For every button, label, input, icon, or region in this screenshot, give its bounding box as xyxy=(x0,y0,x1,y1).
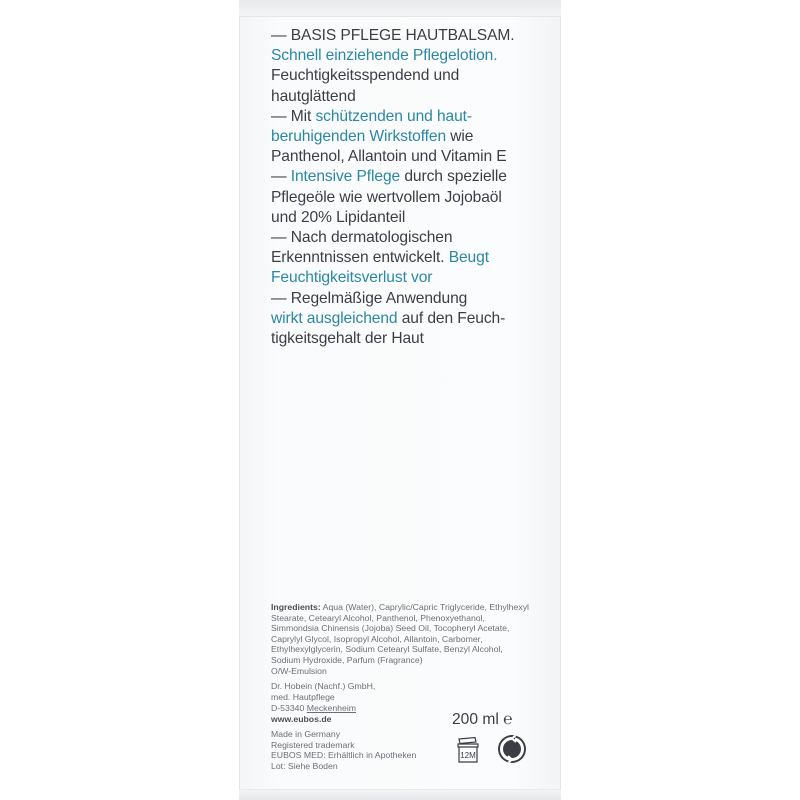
postal-address xyxy=(271,703,375,714)
claim-text: Erkenntnissen entwickelt. xyxy=(271,249,449,267)
company-name: Dr. Hobein (Nachf.) GmbH, xyxy=(271,681,376,691)
claim-highlight: wirkt ausgleichend xyxy=(271,309,398,327)
ingredients-label: Ingredients: xyxy=(271,602,321,612)
ingredients-text: Aqua (Water), Caprylic/Capric Triglyceride, Ethylhexyl xyxy=(320,602,529,612)
claim-line xyxy=(271,167,561,187)
claim-line xyxy=(271,329,561,349)
manufacturer-address xyxy=(271,681,375,725)
claim-highlight: Beugt xyxy=(448,249,489,267)
ingredients-line xyxy=(271,602,551,613)
ingredients-line: Ethylhexylglycerin, Sodium Cetearyl Sulfate, Benzyl Alcohol, xyxy=(271,644,503,655)
claim-highlight: beruhigenden Wirkstoffen xyxy=(271,128,447,146)
ingredients-line: Caprylyl Glycol, Isopropyl Alcohol, Allantoin, Carbomer, xyxy=(271,633,483,644)
ingredients-line: O/W-Emulsion xyxy=(271,665,327,676)
open-jar-icon xyxy=(455,736,481,764)
company-division: med. Hautpflege xyxy=(271,692,335,702)
claim-text: — Nach dermatologischen xyxy=(271,229,453,247)
claim-line xyxy=(271,309,561,329)
claim-highlight: Intensive Pflege xyxy=(290,168,401,186)
claim-line xyxy=(271,127,561,147)
package-bottom-fold xyxy=(239,789,561,800)
claim-highlight: schützenden und haut- xyxy=(315,107,473,125)
legal-line: Registered trademark xyxy=(271,739,355,750)
product-claims xyxy=(271,26,561,349)
legal-line: EUBOS MED: Erhältlich in Apotheken xyxy=(271,750,417,761)
legal-info xyxy=(271,729,416,771)
postcode: D-53340 xyxy=(271,703,307,713)
claim-text: tigkeitsgehalt der Haut xyxy=(271,330,424,348)
claim-line xyxy=(271,248,561,268)
legal-line: Made in Germany xyxy=(271,729,341,739)
website-link[interactable]: www.eubos.de xyxy=(271,714,332,724)
claim-line xyxy=(271,188,561,208)
claim-text: — BASIS PFLEGE HAUTBALSAM. xyxy=(271,27,515,44)
claim-text: wie xyxy=(446,128,474,146)
claim-text: — Mit xyxy=(271,107,316,125)
claim-text: auf den Feuch- xyxy=(397,309,506,327)
pao-label: 12M xyxy=(460,751,476,760)
city: Meckenheim xyxy=(306,703,356,713)
ingredients-line: Stearate, Cetearyl Alcohol, Panthenol, Phenoxyethanol, xyxy=(271,612,485,623)
claim-text: — Regelmäßige Anwendung xyxy=(271,289,468,307)
package-top-fold xyxy=(239,0,561,17)
claim-line xyxy=(271,66,561,86)
claim-line xyxy=(271,289,561,309)
claim-line xyxy=(271,107,561,127)
claim-line xyxy=(271,208,561,228)
claim-line xyxy=(271,147,561,167)
claim-text: durch spezielle xyxy=(400,168,507,186)
ingredients-list xyxy=(271,602,551,676)
claim-text: Panthenol, Allantoin und Vitamin E xyxy=(271,148,507,166)
volume-label: 200 ml ℮ xyxy=(452,711,513,728)
claim-line xyxy=(271,87,561,107)
claim-line xyxy=(271,228,561,248)
claim-line xyxy=(271,26,561,46)
claim-highlight: Schnell einziehende Pflegelotion. xyxy=(271,47,498,65)
claim-text: — xyxy=(271,168,291,186)
claim-highlight: Feuchtigkeitsverlust vor xyxy=(271,269,433,287)
claim-text: hautglättend xyxy=(271,87,356,105)
ingredients-line: Simmondsia Chinensis (Jojoba) Seed Oil, Tocopheryl Acetate, xyxy=(271,623,510,634)
legal-line: Lot: Siehe Boden xyxy=(271,760,338,771)
green-dot-recycling-icon xyxy=(497,734,527,764)
claim-line xyxy=(271,268,561,288)
ingredients-line: Sodium Hydroxide, Parfum (Fragrance) xyxy=(271,654,423,665)
claim-text: und 20% Lipidanteil xyxy=(271,208,406,226)
claim-text: Feuchtigkeitsspendend und xyxy=(271,67,460,85)
claim-text: Pflegeöle wie wertvollem Jojobaöl xyxy=(271,188,502,206)
claim-line xyxy=(271,46,561,66)
